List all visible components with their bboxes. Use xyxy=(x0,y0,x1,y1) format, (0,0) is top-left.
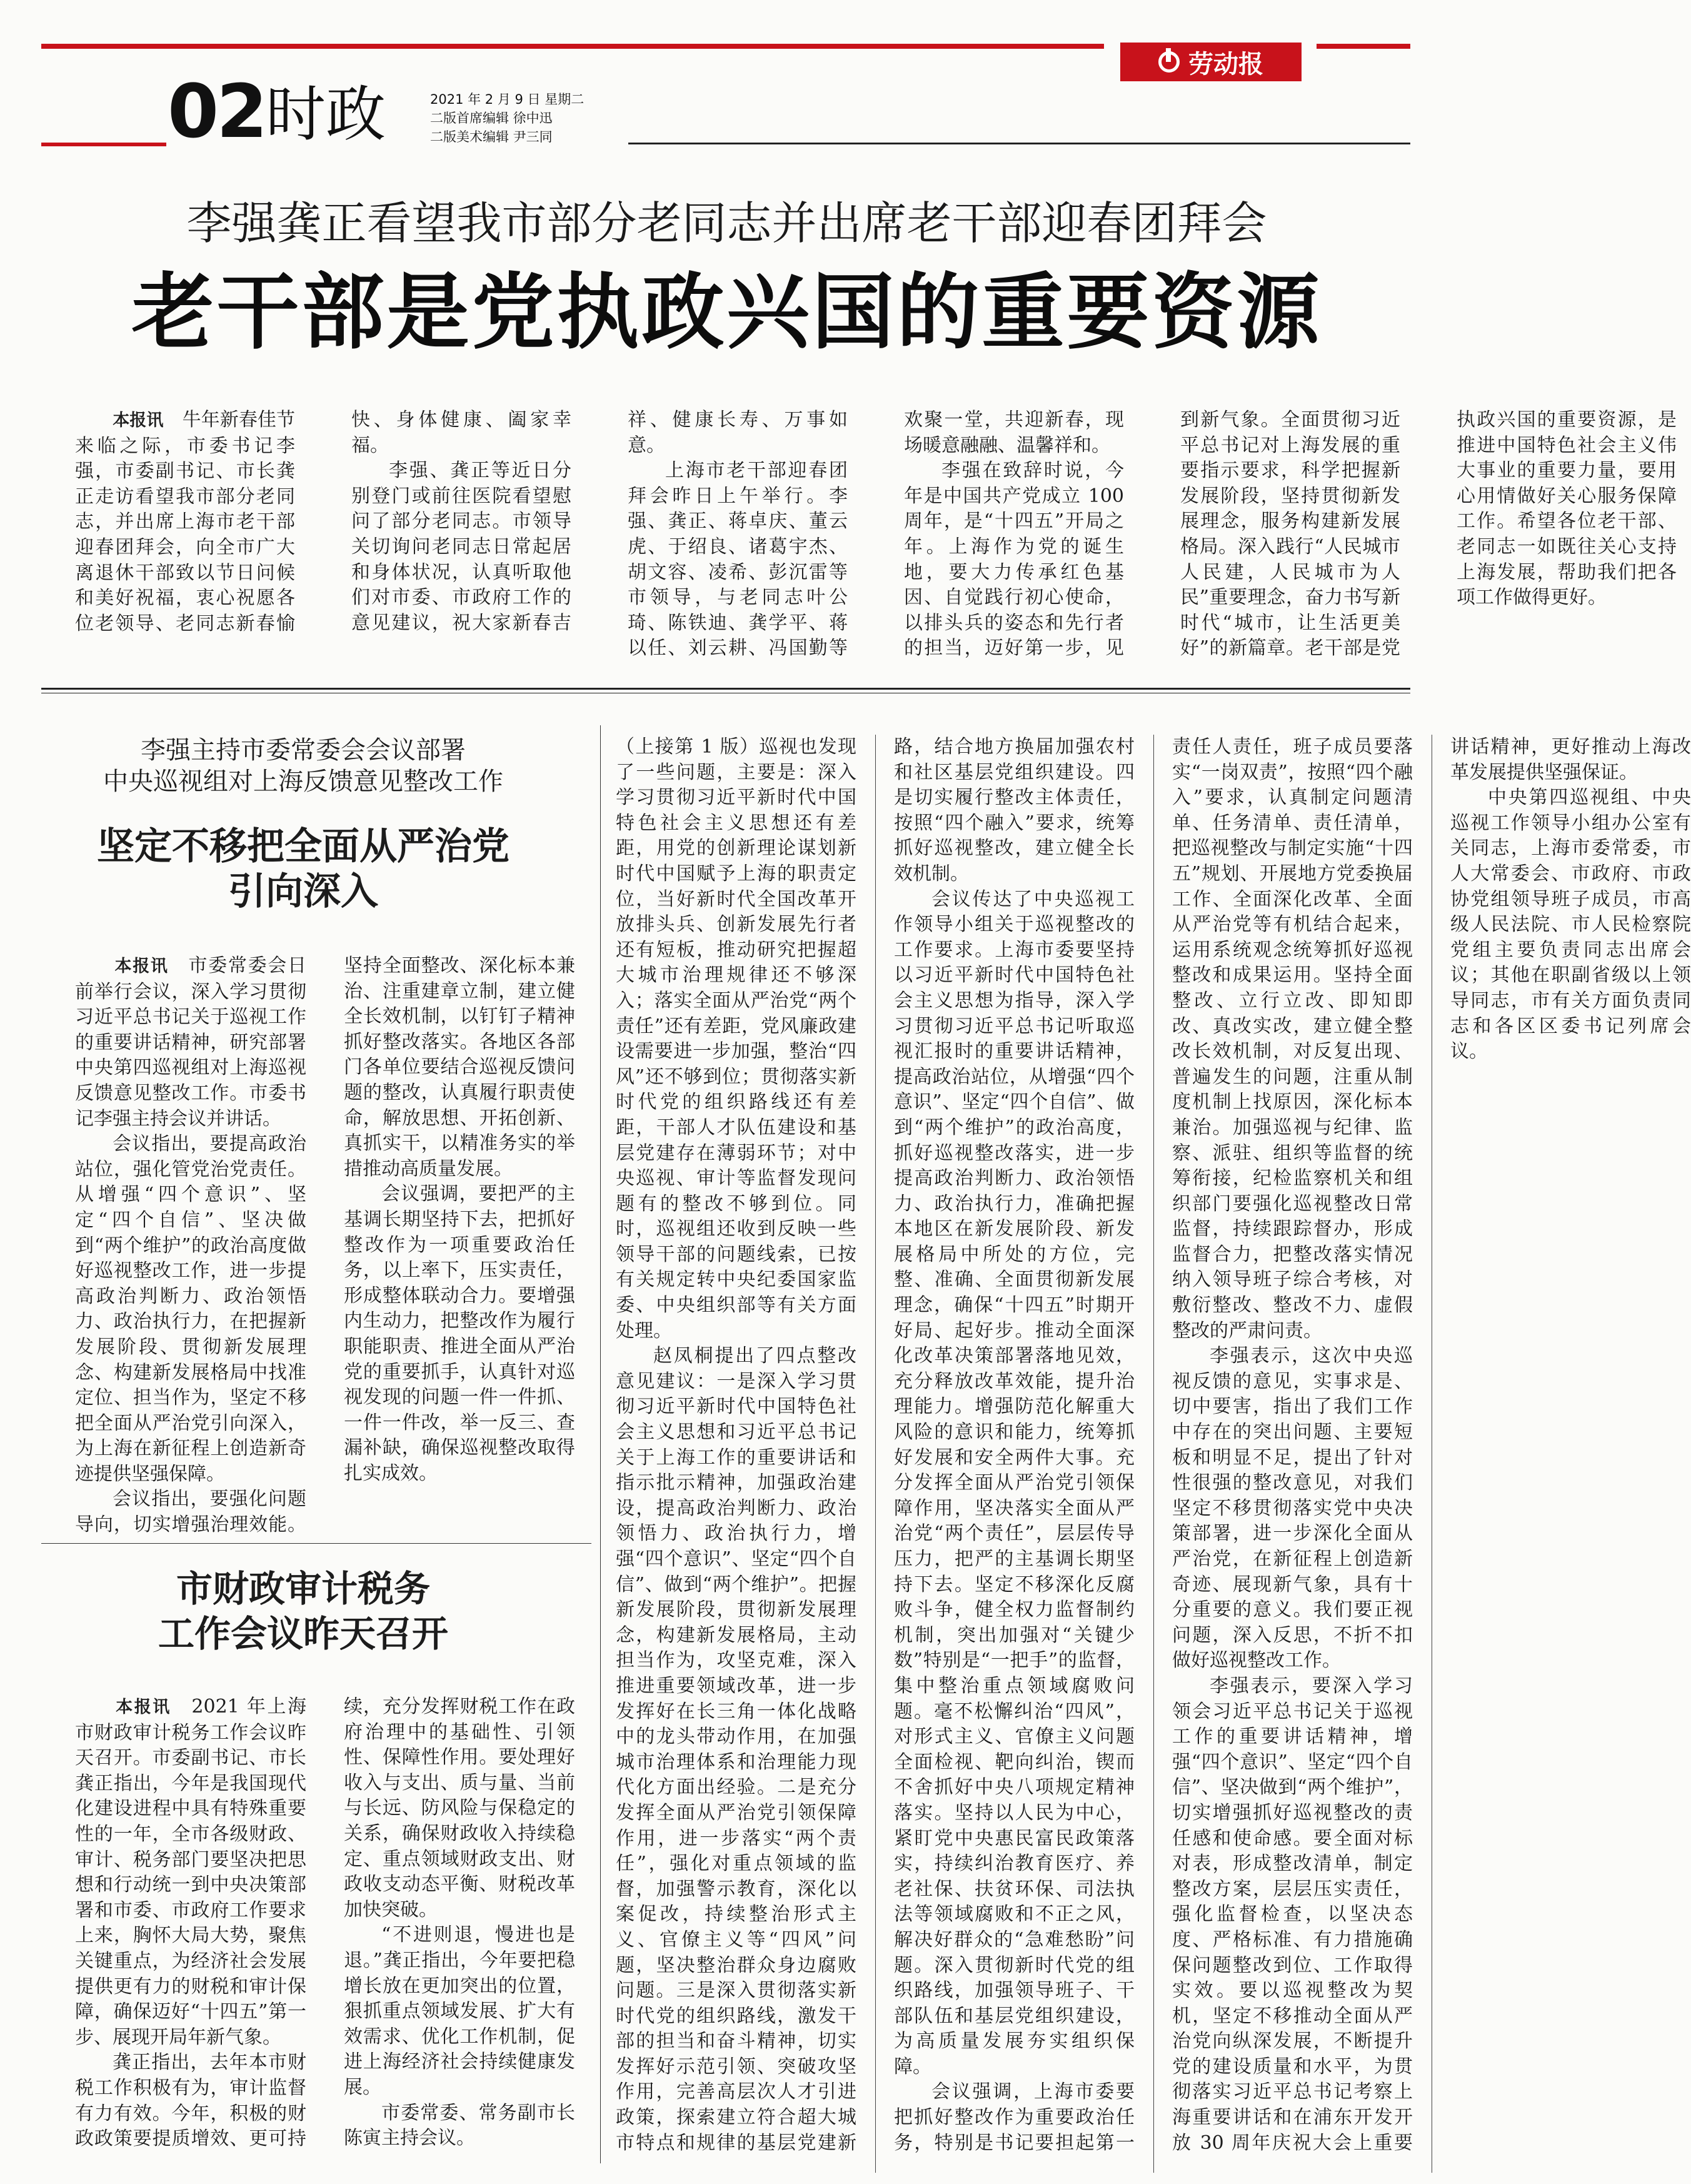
article3-lead-text: 2021 年上海市财政审计税务工作会议昨天召开。市委副书记、市长龚正指出，今年是我国现代化建设进程中具有特殊重要性的一年，全市各级财政、审计、税务部门要坚决把思想和行动统一到中央决策部署和市委、市政府工作要求上来，胸怀大局大势，聚焦关键重点，为经济社会发展提供更有力的财税和审计保障，确保迈好“十四五”第一步、展现开局年新气象。 xyxy=(75,1696,307,2048)
column-divider xyxy=(600,725,601,2163)
article2-headline xyxy=(44,824,563,914)
article2-bottom-rule xyxy=(41,1543,591,1544)
section-name: 时政 xyxy=(266,79,386,149)
header-dark-rule xyxy=(628,143,1410,144)
logo-mark-icon xyxy=(1158,51,1180,73)
article2-kicker-line: 李强主持市委常委会会议部署 xyxy=(141,736,466,765)
article2-paragraph: 李强表示，要深入学习领会习近平总书记关于巡视工作的重要讲话精神，增强“四个意识”、坚定“四个自信”、坚决做到“两个维护”，切实增强抓好巡视整改的责任感和使命感。要全面对标对表，形成整改清单，制定整改方案，层层压实责任，强化监督检查，以坚决态度、严格标准、有力措施确保问题整改到位、工作取得实效。要以巡视整改为契机，坚定不移推动全面从严治党向纵深发展，不断提升党的建设质量和水平，为贯彻落实习近平总书记考察上海重要讲话和在浦东开发开放 30 周年庆祝大会上重要讲话精神，更好推动上海改革发展提供坚强保证。 xyxy=(1172,736,1691,2154)
article2-paragraph: 会议强调，要把严的主基调长期坚持下去，把抓好整改作为一项重要政治任务，以上率下，压实责任，形成整体联动合力。要增强内生动力，把整改作为履行职能职责、推进全面从严治党的重要抓手，认真针对巡视发现的问题一件一件抓、一件一件改，举一反三、查漏补缺，确保巡视整改取得扎实成效。 xyxy=(344,1183,575,1484)
article2-paragraph: 会议指出，要提高政治站位，强化管党治党责任。从增强“四个意识”、坚定“四个自信”、坚决做到“两个维护”的政治高度做好巡视整改工作，进一步提高政治判断力、政治领悟力、政治执行力，在把握新发展阶段、贯彻新发展理念、构建新发展格局中找准定位、担当作为，坚定不移把全面从严治党引向深入，为上海在新征程上创造新奇迹提供坚强保障。 xyxy=(75,1133,306,1485)
article2-lead-text: 市委常委会日前举行会议，深入学习贯彻习近平总书记关于巡视工作的重要讲话精神，研究部署中央第四巡视组对上海巡视反馈意见整改工作。市委书记李强主持会议并讲话。 xyxy=(75,955,307,1130)
article3-headline xyxy=(44,1566,563,1656)
article2-paragraph: 会议传达了中央巡视工作领导小组关于巡视整改的工作要求。上海市委要坚持以习近平新时代中国特色社会主义思想为指导，深入学习贯彻习近平总书记听取巡视汇报时的重要讲话精神，提高政治站位，从增强“四个意识”、坚定“四个自信”、做到“两个维护”的政治高度，抓好巡视整改落实，进一步提高政治判断力、政治领悟力、政治执行力，准确把握本地区在新发展阶段、新发展格局中所处的方位，完整、准确、全面贯彻新发展理念，确保“十四五”时期开好局、起好步。推动全面深化改革决策部署落地见效，充分释放改革效能，提升治理能力。增强防范化解重大风险的意识和能力，统筹抓好发展和安全两件大事。充分发挥全面从严治党引领保障作用，坚决落实全面从严治党“两个责任”，层层传导压力，把严的主基调长期坚持下去。坚定不移深化反腐败斗争，健全权力监督制约机制，突出加强对“关键少数”特别是“一把手”的监督，集中整治重点领域腐败问题。毫不松懈纠治“四风”，对形式主义、官僚主义问题全面检视、靶向纠治，锲而不舍抓好中央八项规定精神落实。坚持以人民为中心，紧盯党中央惠民富民政策落实，持续纠治教育医疗、养老社保、扶贫环保、司法执法等领域腐败和不正之风，解决好群众的“急难愁盼”问题。深入贯彻新时代党的组织路线，加强领导班子、干部队伍和基层党组织建设，为高质量发展夯实组织保障。 xyxy=(894,888,1135,2078)
article2-paragraph: 中央第四巡视组、中央巡视工作领导小组办公室有关同志，上海市委常委，市人大常委会、市政府、市政协党组领导班子成员，市高级人民法院、市人民检察院党组主要负责同志出席会议；其他在职副省级以上领导同志，市有关方面负责同志和各区区委书记列席会议。 xyxy=(1450,787,1691,1063)
editor-line: 二版首席编辑 徐中迅 xyxy=(430,111,553,126)
article3-headline-line: 市财政审计税务 xyxy=(176,1568,430,1610)
article1-paragraph: 李强在致辞时说，今年是中国共产党成立 100 周年，是“十四五”开局之年。上海作为党的诞生地，要大力传承红色基因、自觉践行初心使命，以排头兵的姿态和先行者的担当，迈好第一步，见到新气象。全面贯彻习近平总书记对上海发展的重要指示要求，科学把握新发展阶段，坚持贯彻新发展理念，服务构建新发展格局。深入践行“人民城市人民建，人民城市为人民”重要理念，奋力书写新时代“城市，让生活更美好”的新篇章。老干部是党执政兴国的重要资源，是推进中国特色社会主义伟大事业的重要力量，要用心用情做好关心服务保障工作。希望各位老干部、老同志一如既往关心支持上海发展，帮助我们把各项工作做得更好。 xyxy=(904,409,1677,660)
logo-text: 劳动报 xyxy=(1188,49,1263,79)
article3-paragraph: “不进则退，慢进也是退。”龚正指出，今年要把稳增长放在更加突出的位置，狠抓重点领域发展、扩大有效需求、优化工作机制，促进上海经济社会持续健康发展。 xyxy=(344,1924,575,2098)
edition-info xyxy=(430,90,584,146)
article2-headline-line: 引向深入 xyxy=(228,870,378,913)
article1-lead-label: 本报讯 xyxy=(113,411,164,430)
article2-kicker xyxy=(44,735,563,797)
header-red-rule-left xyxy=(41,143,166,146)
article2-paragraph: 会议强调，上海市委要把抓好整改作为重要政治任务，特别是书记要担起第一责任人责任，班子成员要落实“一岗双责”，按照“四个融入”要求，认真制定问题清单、任务清单、责任清单，把巡视整改与制定实施“十四五”规划、开展地方党委换届工作、全面深化改革、全面从严治党等有机结合起来，运用系统观念统筹抓好巡视整改和成果运用。坚持全面整改、立行立改、即知即改、真改实改，建立健全整改长效机制，对反复出现、普遍发生的问题，注重从制度机制上找原因，深化标本兼治。加强巡视与纪律、监察、派驻、组织等监督的统筹衔接，纪检监察机关和组织部门要强化巡视整改日常监督，持续跟踪督办，形成监督合力，把整改落实情况纳入领导班子综合考核，对敷衍整改、整改不力、虚假整改的严肃问责。 xyxy=(894,736,1413,2154)
article1-lead-text: 牛年新春佳节来临之际，市委书记李强，市委副书记、市长龚正走访看望我市部分老同志，并出席上海市老干部迎春团拜会，向全市广大离退休干部致以节日问候和美好祝福，衷心祝愿各位老领导、老同志新春愉快、身体健康、阖家幸福。 xyxy=(75,409,571,635)
top-red-rule xyxy=(41,44,1104,49)
article1-paragraph: 李强、龚正等近日分别登门或前往医院看望慰问了部分老同志。市领导关切询问老同志日常起居和身体状况，认真听取他们对市委、市政府工作的意见建议，祝大家新春吉祥、健康长寿、万事如意。 xyxy=(351,409,848,634)
article2-paragraph xyxy=(75,954,306,1132)
article3-lead-label: 本报讯 xyxy=(116,1698,171,1717)
article3-paragraph: 龚正指出，去年本市财税工作积极有为，审计监督有力有效。今年，积极的财政政策要提质增效、更可持续，充分发挥财税工作在政府治理中的基础性、引领性、保障性作用。要处理好收入与支出、质与量、当前与长远、防风险与保稳定的关系，确保财政收入持续稳定、重点领域财政支出、财政收支动态平衡、财税改革加快突破。 xyxy=(75,1696,575,2150)
article2-paragraph: 赵凤桐提出了四点整改意见建议：一是深入学习贯彻习近平新时代中国特色社会主义思想和习近平总书记关于上海工作的重要讲话和指示批示精神，加强政治建设，提高政治判断力、政治领悟力、政治执行力，增强“四个意识”、坚定“四个自信”、做到“两个维护”。把握新发展阶段，贯彻新发展理念，构建新发展格局，主动担当作为，攻坚克难，深入推进重要领域改革，进一步发挥好在长三角一体化战略中的龙头带动作用，在加强城市治理体系和治理能力现代化方面出经验。二是充分发挥全面从严治党引领保障作用，进一步落实“两个责任”，强化对重点领域的监督，加强警示教育，深化以案促改，持续整治形式主义、官僚主义等“四风”问题，坚决整治群众身边腐败问题。三是深入贯彻落实新时代党的组织路线，激发干部的担当和奋斗精神，切实发挥好示范引领、突破攻坚作用，完善高层次人才引进政策，探索建立符合超大城市特点和规律的基层党建新路，结合地方换届加强农村和社区基层党组织建设。四是切实履行整改主体责任，按照“四个融入”要求，统筹抓好巡视整改，建立健全长效机制。 xyxy=(616,736,1135,2154)
article2-body-continued xyxy=(616,735,1691,2173)
date-line: 2021 年 2 月 9 日 星期二 xyxy=(430,92,585,107)
article2-kicker-line: 中央巡视组对上海反馈意见整改工作 xyxy=(103,767,503,796)
article3-headline-line: 工作会议昨天召开 xyxy=(158,1613,448,1655)
article2-paragraph: 李强表示，这次中央巡视反馈的意见，实事求是、切中要害，指出了我们工作中存在的突出问题、主要短板和明显不足，提出了针对性很强的整改意见，对我们坚定不移贯彻落实党中央决策部署，进一步深化全面从严治党，在新征程上创造新奇迹、展现新气象，具有十分重要的意义。我们要正视问题，深入反思，不折不扣做好巡视整改工作。 xyxy=(1172,1345,1413,1672)
article1-body xyxy=(75,408,1677,664)
article3-paragraph: 市委常委、常务副市长陈寅主持会议。 xyxy=(344,2101,575,2150)
article1-bottom-rule xyxy=(41,688,1410,690)
newspaper-logo xyxy=(1120,43,1302,81)
article3-paragraph xyxy=(75,1694,306,2050)
article2-paragraph: 会议指出，要强化问题导向，切实增强治理效能。坚持全面整改、深化标本兼治、注重建章立制，建立健全长效机制，以钉钉子精神抓好整改落实。各地区各部门各单位要结合巡视反馈问题的整改，认真履行职责使命，解放思想、开拓创新、真抓实干，以精准务实的举措推动高质量发展。 xyxy=(75,955,575,1536)
article1-headline: 老干部是党执政兴国的重要资源 xyxy=(131,264,1322,361)
article1-paragraph: 上海市老干部迎春团拜会昨日上午举行。李强、龚正、蒋卓庆、董云虎、于绍良、诸葛宇杰、胡文容、凌希、彭沉雷等市领导，与老同志叶公琦、陈铁迪、龚学平、蒋以任、刘云耕、冯国勤等欢聚一堂，共迎新春，现场暖意融融、温馨祥和。 xyxy=(628,409,1124,660)
article2-lead-label: 本报讯 xyxy=(114,957,169,976)
article2-body-left xyxy=(75,954,575,1538)
article2-continued-paragraph: （上接第 1 版）巡视也发现了一些问题，主要是：深入学习贯彻习近平新时代中国特色社会主义思想还有差距，用党的创新理论谋划新时代中国赋予上海的职责定位，当好新时代全国改革开放排头兵、创新发展先行者还有短板，推动研究把握超大城市治理规律还不够深入；落实全面从严治党“两个责任”还有差距，党风廉政建设需要进一步加强，整治“四风”还不够到位；贯彻落实新时代党的组织路线还有差距，干部人才队伍建设和基层党建存在薄弱环节；对中央巡视、审计等监督发现问题有的整改不够到位。同时，巡视组还收到反映一些领导干部的问题线索，已按有关规定转中央纪委国家监委、中央组织部等有关方面处理。 xyxy=(616,736,856,1342)
article1-kicker: 李强龚正看望我市部分老同志并出席老干部迎春团拜会 xyxy=(186,197,1267,249)
article2-headline-line: 坚定不移把全面从严治党 xyxy=(97,825,509,868)
article3-body xyxy=(75,1694,575,2170)
top-red-rule-right xyxy=(1317,44,1410,49)
art-editor-line: 二版美术编辑 尹三同 xyxy=(430,129,553,144)
section-number: 02 xyxy=(168,68,266,154)
